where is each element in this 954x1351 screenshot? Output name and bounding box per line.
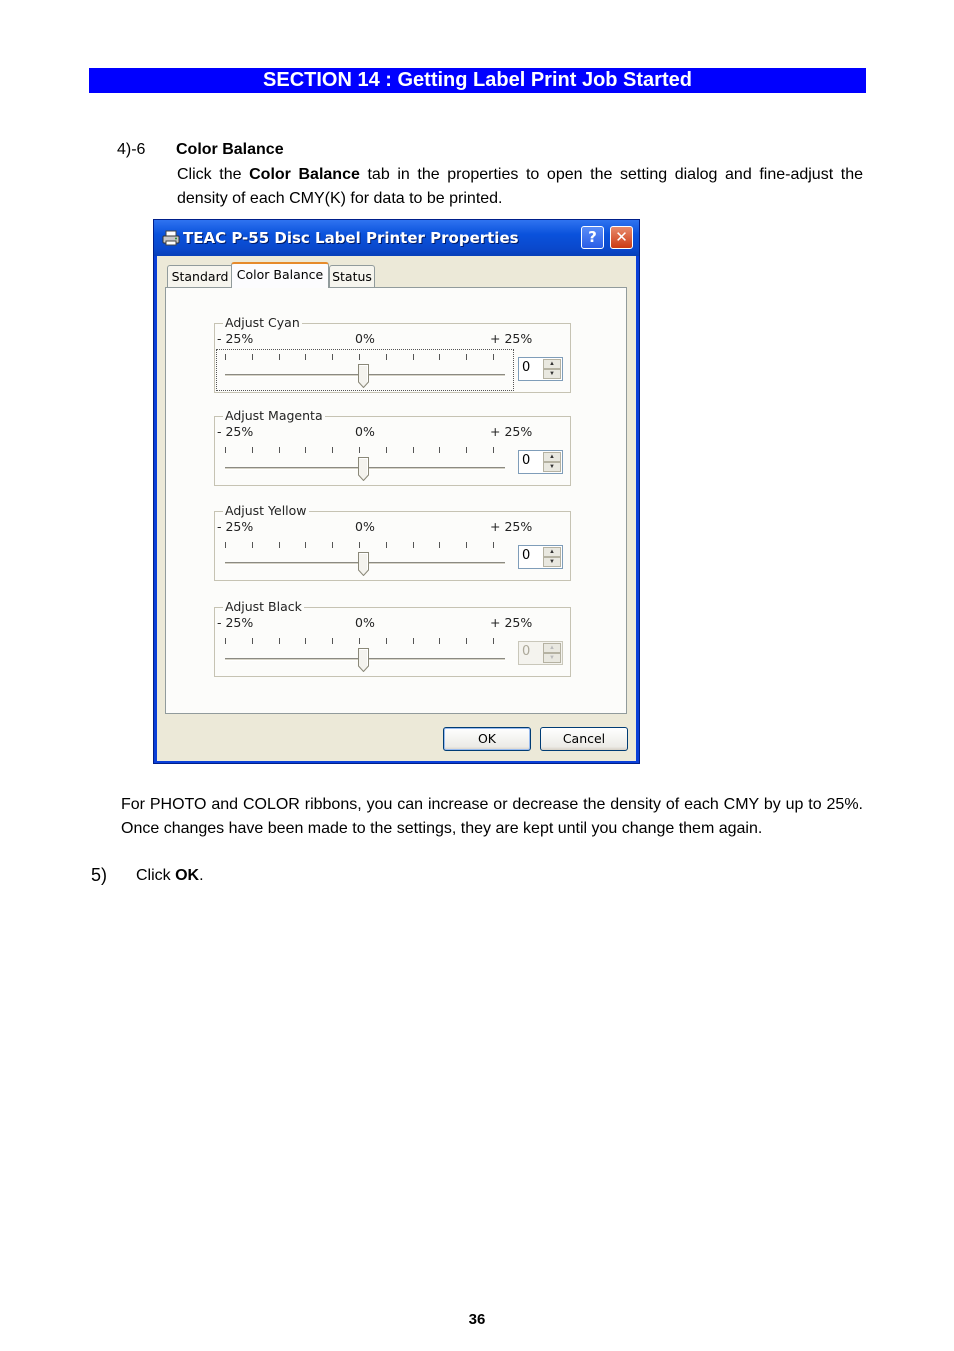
step-desc-bold: Color Balance — [249, 166, 360, 183]
slider-tick — [225, 542, 226, 548]
slider-tick — [279, 542, 280, 548]
mid-label: 0% — [355, 519, 375, 534]
color-balance-panel — [165, 287, 627, 714]
spin-up-icon[interactable]: ▲ — [543, 359, 561, 369]
slider-thumb[interactable] — [358, 364, 369, 388]
slider-tick — [225, 638, 226, 644]
slider-tick — [359, 638, 360, 644]
step-desc-suffix: tab in the properties to open the setting dialog and fine-adjust the density of each CMY(K) for data to be printed. — [177, 166, 863, 207]
slider-tick — [332, 447, 333, 453]
ok-button[interactable]: OK — [443, 727, 531, 751]
mid-label: 0% — [355, 331, 375, 346]
slider-tick — [359, 447, 360, 453]
note-paragraph: For PHOTO and COLOR ribbons, you can increase or decrease the density of each CMY by up to 25%. Once changes have been made to the settings, they are kept until you change them again. — [121, 796, 863, 837]
step-description — [177, 163, 863, 211]
value-spinbox — [518, 641, 563, 665]
spin-buttons — [543, 643, 561, 663]
slider-tick — [359, 542, 360, 548]
slider-tick — [305, 447, 306, 453]
step5-bold: OK — [175, 867, 200, 884]
slider-tick — [413, 542, 414, 548]
cancel-button[interactable]: Cancel — [540, 727, 628, 751]
slider-tick — [305, 542, 306, 548]
slider-tick — [386, 447, 387, 453]
dialog-title: TEAC P-55 Disc Label Printer Properties — [183, 229, 519, 247]
printer-icon — [162, 230, 180, 246]
max-label: + 25% — [490, 331, 533, 346]
spin-value: 0 — [522, 453, 531, 468]
slider-ticks — [225, 542, 501, 550]
dialog-title-bar[interactable] — [154, 220, 639, 256]
slider-tick — [439, 542, 440, 548]
slider-tick — [413, 638, 414, 644]
slider-tick — [466, 638, 467, 644]
spin-value: 0 — [522, 548, 531, 563]
spin-down-icon[interactable]: ▼ — [543, 557, 561, 567]
step-title: Color Balance — [176, 141, 284, 158]
value-spinbox[interactable] — [518, 357, 563, 381]
page-number: 36 — [468, 1311, 486, 1328]
adjust-yellow-group — [214, 503, 571, 581]
value-spinbox[interactable] — [518, 450, 563, 474]
slider-tick — [279, 638, 280, 644]
dialog-client-area — [157, 256, 636, 761]
slider-thumb[interactable] — [358, 552, 369, 576]
slider-tick — [332, 542, 333, 548]
slider-tick — [279, 447, 280, 453]
slider-thumb[interactable] — [358, 457, 369, 481]
tab-status[interactable]: Status — [329, 265, 375, 287]
close-button[interactable] — [610, 226, 633, 249]
slider-tick — [466, 542, 467, 548]
step-desc-prefix: Click the — [177, 166, 250, 183]
spin-down-icon[interactable]: ▼ — [543, 462, 561, 472]
spin-up-icon[interactable]: ▲ — [543, 547, 561, 557]
step5-instruction — [136, 867, 204, 885]
slider-tick — [252, 638, 253, 644]
help-button[interactable]: ? — [581, 226, 604, 249]
group-label: Adjust Magenta — [225, 408, 323, 423]
step-number: 4)-6 — [117, 141, 146, 158]
tab-color-balance[interactable]: Color Balance — [231, 262, 329, 288]
step5-suffix: . — [199, 867, 204, 884]
step5-number: 5) — [91, 865, 108, 885]
slider-tick — [252, 542, 253, 548]
slider-tick — [439, 447, 440, 453]
slider-thumb[interactable] — [358, 648, 369, 672]
max-label: + 25% — [490, 615, 533, 630]
slider-ticks — [225, 447, 501, 455]
close-icon: ✕ — [615, 228, 628, 246]
spin-down-icon[interactable]: ▼ — [543, 369, 561, 379]
spin-value: 0 — [522, 360, 531, 375]
adjust-black-group — [214, 599, 571, 677]
value-spinbox[interactable] — [518, 545, 563, 569]
spin-buttons — [543, 359, 561, 379]
slider-tick — [493, 542, 494, 548]
spin-up-icon: ▲ — [543, 643, 561, 653]
slider-tick — [252, 447, 253, 453]
slider-tick — [493, 638, 494, 644]
adjust-magenta-group — [214, 408, 571, 486]
slider-tick — [332, 638, 333, 644]
slider-tick — [413, 447, 414, 453]
spin-buttons — [543, 547, 561, 567]
step5-prefix: Click — [136, 867, 176, 884]
spin-value: 0 — [522, 644, 531, 659]
slider-tick — [225, 447, 226, 453]
slider-tick — [439, 638, 440, 644]
mid-label: 0% — [355, 424, 375, 439]
slider-tick — [466, 447, 467, 453]
adjust-cyan-group — [214, 315, 571, 393]
slider-tick — [386, 638, 387, 644]
properties-dialog — [153, 219, 640, 764]
min-label: - 25% — [217, 615, 254, 630]
min-label: - 25% — [217, 331, 254, 346]
slider-tick — [305, 638, 306, 644]
max-label: + 25% — [490, 424, 533, 439]
mid-label: 0% — [355, 615, 375, 630]
slider-tick — [493, 447, 494, 453]
max-label: + 25% — [490, 519, 533, 534]
slider-ticks — [225, 638, 501, 646]
min-label: - 25% — [217, 519, 254, 534]
slider-tick — [386, 542, 387, 548]
spin-buttons — [543, 452, 561, 472]
spin-up-icon[interactable]: ▲ — [543, 452, 561, 462]
group-label: Adjust Cyan — [225, 315, 300, 330]
group-label: Adjust Yellow — [225, 503, 307, 518]
min-label: - 25% — [217, 424, 254, 439]
spin-down-icon: ▼ — [543, 653, 561, 663]
tab-standard[interactable]: Standard — [167, 265, 233, 287]
section-title-bar: SECTION 14 : Getting Label Print Job Started — [89, 68, 866, 93]
group-label: Adjust Black — [225, 599, 302, 614]
